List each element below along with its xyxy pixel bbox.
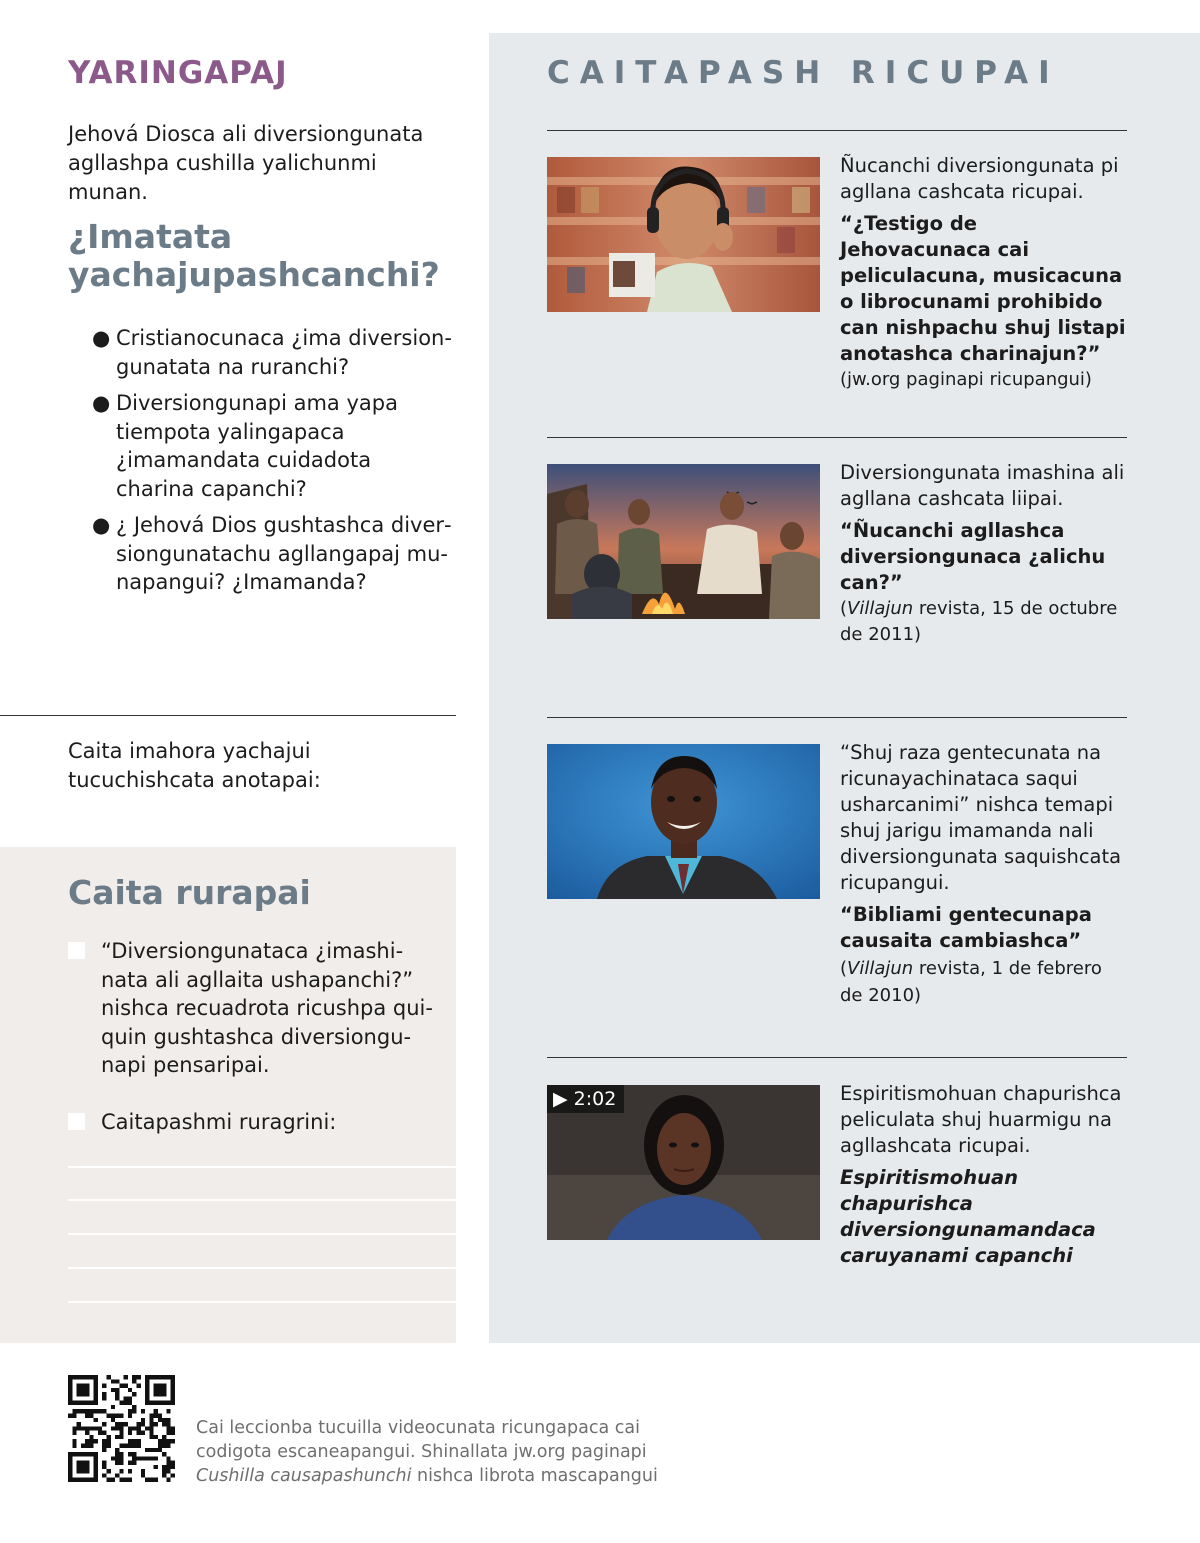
review-question-text: Diversiongunapi ama yapa tiempota yalingapaca ¿imamandata cuidadota charina capanchi? bbox=[116, 391, 398, 501]
card-image-campfire-scene[interactable] bbox=[547, 464, 820, 619]
footer-note-text: Cai leccionba tucuilla videocunata ricungapaca cai codigota escaneapangui. Shinallata jw.org paginapi bbox=[196, 1418, 647, 1462]
card-text bbox=[840, 740, 1130, 1009]
summary-title: YARINGAPAJ bbox=[68, 55, 288, 91]
source-paren: ( bbox=[840, 958, 848, 979]
card-video-title[interactable]: Espiritismohuan chapurishca diversiongunamandaca caruyanami capanchi bbox=[840, 1166, 1096, 1267]
card-description: Espiritismohuan chapurishca peliculata shuj huarmigu na agllashcata ricupai. bbox=[840, 1082, 1122, 1157]
card-video-thumbnail[interactable] bbox=[547, 1085, 820, 1240]
todo-item[interactable] bbox=[68, 937, 438, 1080]
card-description: Ñucanchi diversiongunata pi agllana cashcata ricupai. bbox=[840, 154, 1119, 203]
card-text bbox=[840, 1081, 1130, 1269]
write-in-line[interactable] bbox=[68, 1199, 456, 1201]
write-in-line[interactable] bbox=[68, 1267, 456, 1269]
checkbox-icon[interactable] bbox=[68, 942, 85, 959]
write-in-line[interactable] bbox=[68, 1166, 456, 1168]
review-question-text: Cristianocunaca ¿ima diversiongunatata na ruranchi? bbox=[116, 326, 452, 379]
card-article-title[interactable]: “¿Testigo de Jehovacunaca cai peliculacuna, musicacuna o librocunami prohibido can nishpachu shuj listapi anotashca charinajun?” bbox=[840, 212, 1126, 365]
bullet-icon: ● bbox=[92, 326, 111, 350]
notes-prompt: Caita imahora yachajui tucuchishcata anotapai: bbox=[68, 739, 321, 792]
review-question bbox=[92, 511, 452, 597]
checkbox-icon[interactable] bbox=[68, 1113, 85, 1130]
campfire-illustration bbox=[547, 464, 820, 619]
todo-item-text: “Diversiongunataca ¿imashinata ali agllaita ushapanchi?” nishca recuadrota ricushpa quiquin gushtashca diversiongunapi pensaripai. bbox=[101, 939, 433, 1077]
write-in-line[interactable] bbox=[68, 1233, 456, 1235]
footer-note-rest: nishca librota mascapangui bbox=[411, 1466, 658, 1486]
card-article-title[interactable]: “Bibliami gentecunapa causaita cambiashca” bbox=[840, 903, 1092, 952]
bullet-icon: ● bbox=[92, 391, 111, 415]
todo-title: Caita rurapai bbox=[68, 873, 311, 912]
footer-book-title: Cushilla causapashunchi bbox=[196, 1466, 412, 1486]
review-title: ¿Imatata yachajupashcanchi? bbox=[68, 217, 440, 294]
todo-item[interactable] bbox=[68, 1108, 438, 1137]
teen-headphones-illustration bbox=[547, 157, 820, 312]
source-issue: revista, 15 de octubre de 2011) bbox=[840, 598, 1118, 645]
qr-code[interactable] bbox=[68, 1375, 175, 1482]
card-image-smiling-man[interactable] bbox=[547, 744, 820, 899]
review-question bbox=[92, 324, 452, 381]
footer-note bbox=[196, 1416, 716, 1488]
review-question-text: ¿ Jehová Dios gushtashca diversiongunatachu agllangapaj munapangui? ¿Imamanda? bbox=[116, 513, 452, 594]
card-text bbox=[840, 153, 1130, 393]
card-image-teen-with-headphones[interactable] bbox=[547, 157, 820, 312]
summary-text: Jehová Diosca ali diversiongunata agllashpa cushilla yalichunmi munan. bbox=[68, 122, 424, 204]
source-publication: Villajun bbox=[847, 598, 914, 619]
card-article-title[interactable]: “Ñucanchi agllashca diversiongunaca ¿alichu can?” bbox=[840, 519, 1106, 594]
review-question bbox=[92, 389, 452, 503]
source-paren: ( bbox=[840, 598, 848, 619]
explore-divider bbox=[547, 130, 1127, 131]
qr-code-icon bbox=[68, 1375, 175, 1482]
card-text bbox=[840, 460, 1130, 648]
explore-divider bbox=[547, 1057, 1127, 1058]
bullet-icon: ● bbox=[92, 513, 111, 537]
card-description: Diversiongunata imashina ali agllana cashcata liipai. bbox=[840, 461, 1125, 510]
explore-divider bbox=[547, 437, 1127, 438]
smiling-man-illustration bbox=[547, 744, 820, 899]
source-issue: revista, 1 de febrero de 2010) bbox=[840, 958, 1102, 1006]
card-description: “Shuj raza gentecunata na ricunayachinataca saqui usharcanimi” nishca temapi shuj jarigu imamanda nali diversiongunata saquishcata ricupangui. bbox=[840, 741, 1122, 894]
card-source bbox=[840, 596, 1130, 648]
review-questions-list bbox=[92, 324, 452, 605]
write-in-line[interactable] bbox=[68, 1301, 456, 1303]
card-title-and-source bbox=[840, 902, 1130, 1009]
source-publication: Villajun bbox=[847, 958, 914, 979]
section-divider bbox=[0, 715, 456, 716]
todo-item-text: Caitapashmi ruragrini: bbox=[101, 1110, 337, 1134]
explore-divider bbox=[547, 717, 1127, 718]
explore-title: CAITAPASH RICUPAI bbox=[547, 55, 1060, 91]
card-source: (jw.org paginapi ricupangui) bbox=[840, 369, 1092, 390]
video-duration-badge: ▶ 2:02 bbox=[547, 1085, 624, 1113]
